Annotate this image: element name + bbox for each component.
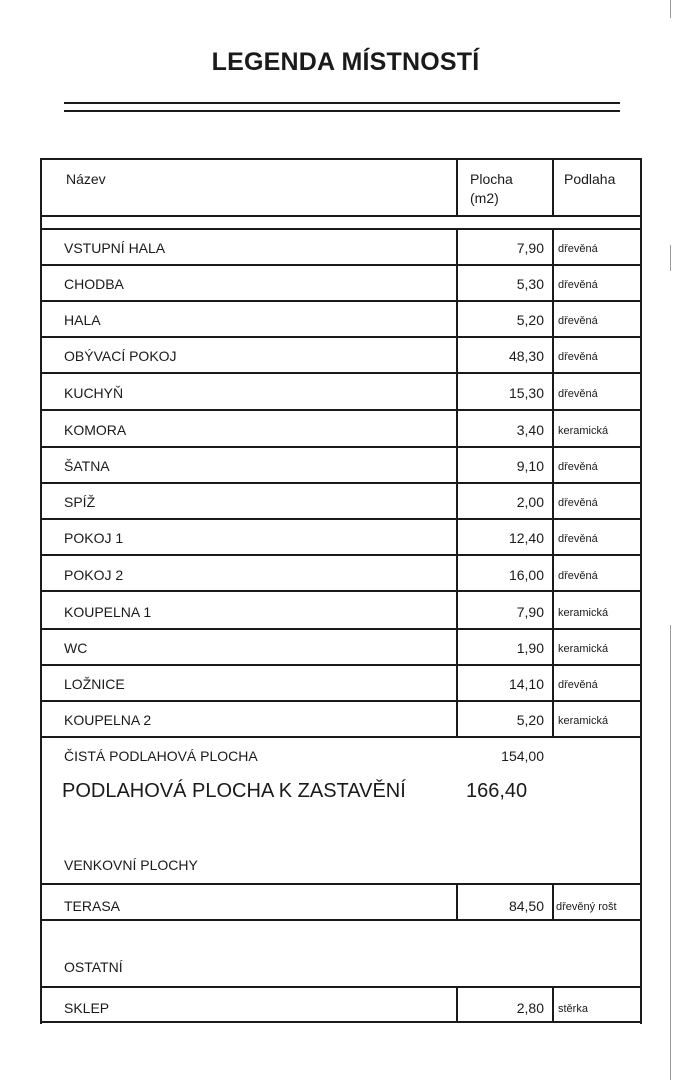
header-area-line1: Plocha — [470, 171, 513, 187]
room-name: OBÝVACÍ POKOJ — [64, 348, 177, 364]
net-floor-area-label: ČISTÁ PODLAHOVÁ PLOCHA — [64, 748, 258, 764]
outdoor-area: 84,50 — [508, 898, 544, 914]
room-floor: keramická — [558, 607, 609, 619]
room-area: 2,00 — [516, 494, 544, 510]
room-name: KUCHYŇ — [64, 385, 124, 401]
title-rule-top — [64, 102, 620, 104]
room-area: 48,30 — [508, 348, 544, 364]
room-name: HALA — [64, 312, 101, 328]
column-divider — [552, 883, 554, 919]
header-area — [470, 170, 513, 208]
room-area: 3,40 — [516, 422, 544, 438]
page-edge-mark — [670, 625, 671, 1080]
room-name: POKOJ 2 — [64, 567, 124, 583]
room-name: KOUPELNA 1 — [64, 604, 152, 620]
outdoor-bottom-rule — [42, 919, 642, 921]
table-bottom-border — [42, 1021, 642, 1023]
room-floor: dřevěná — [558, 279, 598, 291]
title-rule-bottom — [64, 110, 620, 112]
room-floor: dřevěná — [558, 570, 598, 582]
built-floor-area-label: PODLAHOVÁ PLOCHA K ZASTAVĚNÍ — [62, 780, 406, 802]
header-floor: Podlaha — [564, 171, 616, 187]
room-area: 12,40 — [508, 530, 544, 546]
room-floor: dřevěná — [558, 351, 598, 363]
page-edge-mark — [670, 0, 671, 18]
room-area: 15,30 — [508, 385, 544, 401]
room-name: SPÍŽ — [64, 494, 96, 510]
room-name: ŠATNA — [64, 458, 110, 474]
room-area: 14,10 — [508, 676, 544, 692]
page-edge-mark — [670, 245, 671, 271]
room-floor: dřevěná — [558, 679, 598, 691]
room-name: CHODBA — [64, 276, 124, 292]
outdoor-section-label: VENKOVNÍ PLOCHY — [64, 857, 198, 873]
room-floor: keramická — [558, 715, 609, 727]
column-divider — [456, 158, 458, 216]
room-legend-table — [40, 158, 642, 1024]
column-divider — [552, 158, 554, 216]
room-area: 16,00 — [508, 567, 544, 583]
room-name: LOŽNICE — [64, 676, 125, 692]
room-area: 7,90 — [516, 604, 544, 620]
column-divider — [552, 986, 554, 1021]
header-area-line2: (m2) — [470, 190, 499, 206]
room-area: 5,20 — [516, 712, 544, 728]
room-area: 5,20 — [516, 312, 544, 328]
room-floor: dřevěná — [558, 243, 598, 255]
room-floor: dřevěná — [558, 461, 598, 473]
other-area: 2,80 — [516, 1000, 544, 1016]
document-title: LEGENDA MÍSTNOSTÍ — [211, 48, 480, 76]
room-area: 9,10 — [516, 458, 544, 474]
room-floor: dřevěná — [558, 388, 598, 400]
room-floor: dřevěná — [558, 315, 598, 327]
room-name: POKOJ 1 — [64, 530, 124, 546]
room-area: 5,30 — [516, 276, 544, 292]
other-floor: stěrka — [558, 1003, 588, 1015]
outdoor-name: TERASA — [64, 898, 121, 914]
other-name: SKLEP — [64, 1000, 110, 1016]
other-section-label: OSTATNÍ — [64, 959, 123, 975]
built-floor-area-value: 166,40 — [466, 780, 528, 802]
room-name: VSTUPNÍ HALA — [64, 240, 166, 256]
room-floor: dřevěná — [558, 533, 598, 545]
room-floor: dřevěná — [558, 497, 598, 509]
net-floor-area-value: 154,00 — [501, 748, 544, 764]
room-floor: keramická — [558, 425, 609, 437]
room-name: WC — [64, 640, 88, 656]
room-area: 7,90 — [516, 240, 544, 256]
room-name: KOUPELNA 2 — [64, 712, 152, 728]
room-floor: keramická — [558, 643, 609, 655]
room-name: KOMORA — [64, 422, 127, 438]
rooms-bottom-rule — [42, 736, 642, 738]
outdoor-floor: dřevěný rošt — [556, 901, 617, 913]
header-name: Název — [66, 171, 106, 187]
column-divider — [552, 228, 554, 736]
column-divider — [456, 228, 458, 736]
room-area: 1,90 — [516, 640, 544, 656]
